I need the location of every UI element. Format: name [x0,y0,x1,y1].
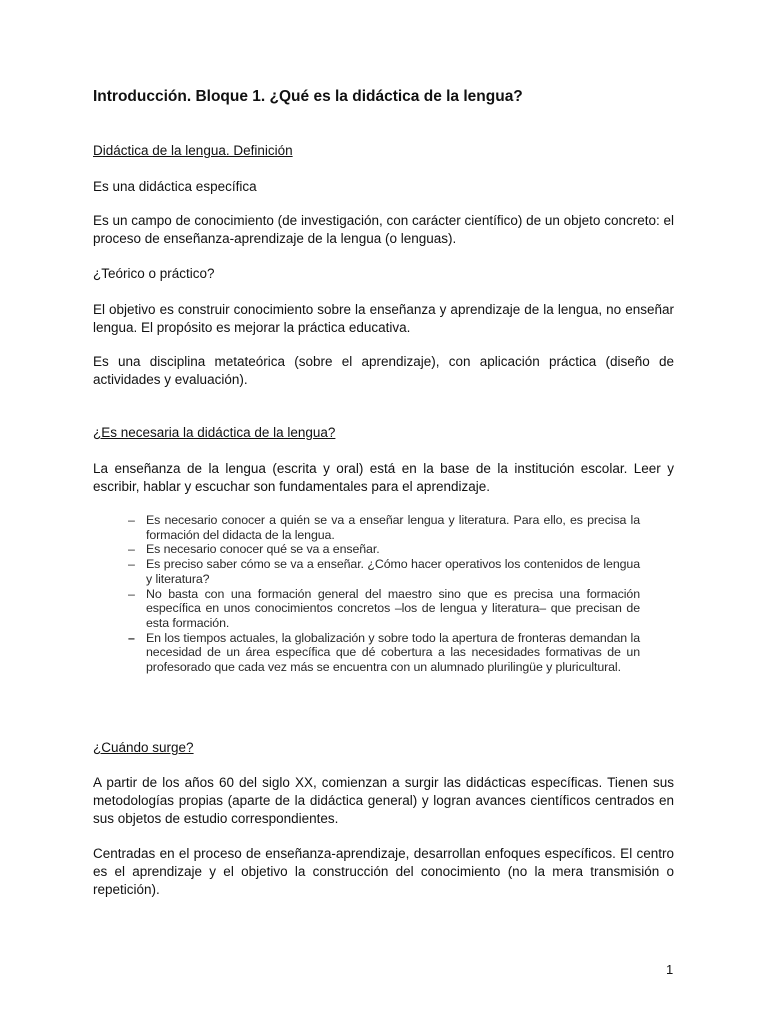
scanned-list-item [128,542,640,557]
scanned-item-text: Es necesario conocer qué se va a enseñar. [146,542,380,557]
paragraph-specific-didactics: Es una didáctica específica [93,179,257,194]
scanned-list-item [128,557,640,586]
section-heading-necessity: ¿Es necesaria la didáctica de la lengua? [93,425,336,440]
scanned-excerpt [128,513,640,675]
paragraph-field-of-knowledge: Es un campo de conocimiento (de investigación, con carácter científico) de un objeto concreto: el proceso de enseñanza-aprendizaje de la lengua (o lenguas). [93,213,674,246]
section-heading-origin: ¿Cuándo surge? [93,740,194,755]
paragraph-teaching-language: La enseñanza de la lengua (escrita y oral) está en la base de la institución escolar. Leer y escribir, hablar y escuchar son fundamentales para el aprendizaje. [93,461,674,494]
paragraph-specific-didactics-origin: A partir de los años 60 del siglo XX, comienzan a surgir las didácticas específicas. Tienen sus metodologías propias (aparte de la didáctica general) y logran avances científicos centrados en sus objetos de estudio correspondientes. [93,775,674,826]
document-title: Introducción. Bloque 1. ¿Qué es la didáctica de la lengua? [93,88,523,105]
scanned-item-text: En los tiempos actuales, la globalización y sobre todo la apertura de fronteras demandan la necesidad de un área específica que dé cobertura a las necesidades formativas de un profesorado que cada vez más se encuentra con un alumnado plurilingüe y pluricultural. [146,630,640,675]
scanned-item-text: No basta con una formación general del maestro sino que es precisa una formación específica en unos conocimientos concretos –los de lengua y literatura– que precisan de esta formación. [146,586,640,630]
dash-bullet: – [128,542,135,557]
scanned-item-text: Es preciso saber cómo se va a enseñar. ¿Cómo hacer operativos los contenidos de lengua y literatura? [146,557,640,586]
scanned-list-item [128,587,640,631]
dash-bullet: – [128,630,135,645]
paragraph-teaching-learning-focus: Centradas en el proceso de enseñanza-aprendizaje, desarrollan enfoques específicos. El centro es el aprendizaje y el objetivo la construcción del conocimiento (no la mera transmisión o repetición). [93,846,674,897]
page-number: 1 [666,962,674,977]
scanned-list-item [128,631,640,675]
section-heading-definition: Didáctica de la lengua. Definición [93,143,293,158]
dash-bullet: – [128,557,135,572]
dash-bullet: – [128,513,135,527]
paragraph-objective: El objetivo es construir conocimiento sobre la enseñanza y aprendizaje de la lengua, no enseñar lengua. El propósito es mejorar la práctica educativa. [93,302,674,335]
paragraph-metatheoretical: Es una disciplina metateórica (sobre el aprendizaje), con aplicación práctica (diseño de actividades y evaluación). [93,354,674,387]
paragraph-theory-or-practice: ¿Teórico o práctico? [93,266,215,281]
dash-bullet: – [128,586,135,601]
scanned-list-item [128,513,640,542]
scanned-item-text: Es necesario conocer a quién se va a enseñar lengua y literatura. Para ello, es precisa la formación del didacta de la lengua. [146,513,640,542]
